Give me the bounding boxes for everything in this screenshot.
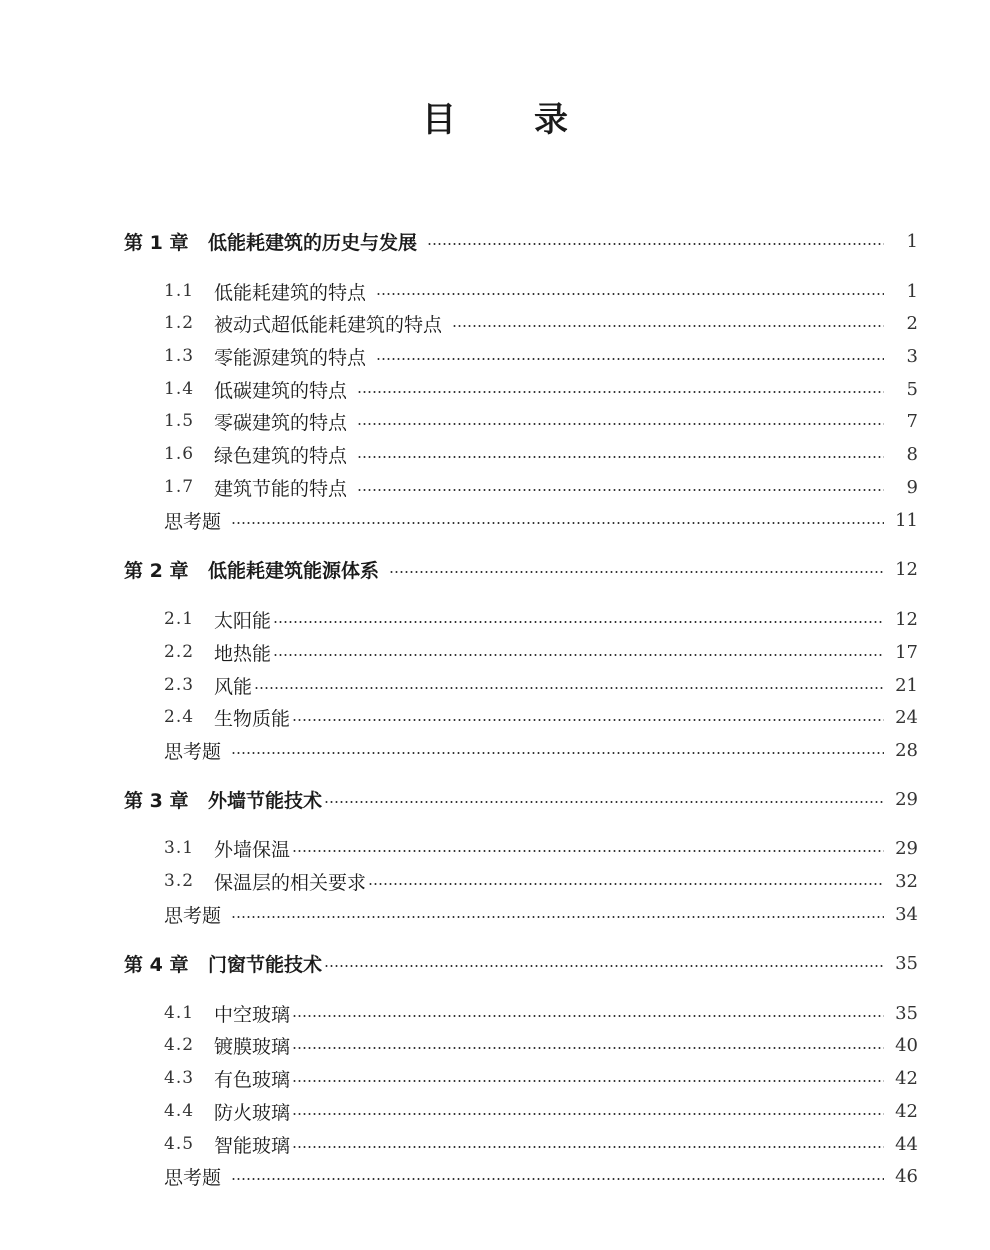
dot-leader	[231, 916, 884, 918]
toc-entry-number: 4.4	[164, 1101, 195, 1121]
toc-entry-title: 思考题	[164, 1166, 222, 1189]
dot-leader	[292, 1015, 884, 1017]
toc-entry-title: 太阳能	[214, 609, 272, 632]
dot-leader	[389, 571, 884, 573]
dot-leader	[254, 687, 884, 689]
title-char-1: 目	[422, 100, 456, 140]
toc-entry-title: 生物质能	[214, 707, 291, 730]
toc-entry-title: 思考题	[164, 904, 222, 927]
dot-leader	[231, 752, 884, 754]
dot-leader	[292, 850, 884, 852]
toc-entry-number: 第 1 章	[124, 231, 189, 254]
toc-chapter-row[interactable]	[0, 783, 990, 815]
toc-entry-title: 风能	[214, 675, 253, 698]
toc-section-row[interactable]	[0, 438, 990, 470]
toc-exercise-row[interactable]	[0, 734, 990, 766]
toc-entry-number: 1.6	[164, 444, 195, 464]
toc-entry-title: 镀膜玻璃	[214, 1035, 291, 1058]
toc-page-number: 3	[906, 345, 918, 367]
toc-section-row[interactable]	[0, 1029, 990, 1061]
dot-leader	[357, 489, 884, 491]
toc-page-number: 34	[895, 903, 918, 925]
toc-entry-title: 外墙节能技术	[208, 789, 323, 812]
dot-leader	[427, 243, 884, 245]
toc-section-row[interactable]	[0, 701, 990, 733]
toc-entry-number: 第 3 章	[124, 789, 189, 812]
toc-page-number: 29	[895, 837, 918, 859]
toc-entry-title: 绿色建筑的特点	[214, 444, 348, 467]
toc-entry-title: 零碳建筑的特点	[214, 411, 348, 434]
toc-page-number: 40	[895, 1034, 918, 1056]
toc-entry-number: 3.2	[164, 871, 195, 891]
toc-entry-number: 1.3	[164, 346, 195, 366]
dot-leader	[273, 654, 884, 656]
toc-page-number: 21	[895, 674, 918, 696]
toc-page-number: 35	[895, 1002, 918, 1024]
toc-entry-number: 1.2	[164, 313, 195, 333]
toc-section-row[interactable]	[0, 865, 990, 897]
toc-chapter-row[interactable]	[0, 225, 990, 257]
toc-section-row[interactable]	[0, 340, 990, 372]
toc-entry-title: 有色玻璃	[214, 1068, 291, 1091]
toc-section-row[interactable]	[0, 997, 990, 1029]
toc-page-number: 46	[895, 1165, 918, 1187]
toc-section-row[interactable]	[0, 405, 990, 437]
toc-section-row[interactable]	[0, 1062, 990, 1094]
toc-entry-number: 4.3	[164, 1068, 195, 1088]
toc-entry-number: 4.5	[164, 1134, 195, 1154]
toc-entry-title: 低碳建筑的特点	[214, 379, 348, 402]
toc-page-number: 9	[906, 476, 918, 498]
toc-page-number: 8	[906, 443, 918, 465]
toc-page-number: 44	[895, 1133, 918, 1155]
toc-section-row[interactable]	[0, 1095, 990, 1127]
dot-leader	[368, 883, 884, 885]
toc-entry-title: 门窗节能技术	[208, 953, 323, 976]
toc-page-number: 32	[895, 870, 918, 892]
toc-entry-number: 1.7	[164, 477, 195, 497]
toc-entry-title: 外墙保温	[214, 838, 291, 861]
toc-page-number: 1	[906, 280, 918, 302]
toc-page-number: 7	[906, 410, 918, 432]
toc-section-row[interactable]	[0, 307, 990, 339]
toc-entry-title: 中空玻璃	[214, 1003, 291, 1026]
toc-entry-title: 建筑节能的特点	[214, 477, 348, 500]
toc-page-number: 42	[895, 1100, 918, 1122]
toc-chapter-row[interactable]	[0, 947, 990, 979]
toc-page-number: 29	[895, 788, 918, 810]
dot-leader	[292, 1080, 884, 1082]
toc-section-row[interactable]	[0, 669, 990, 701]
toc-entry-number: 第 4 章	[124, 953, 189, 976]
toc-entry-title: 地热能	[214, 642, 272, 665]
toc-page-number: 35	[895, 952, 918, 974]
toc-exercise-row[interactable]	[0, 504, 990, 536]
toc-entry-title: 思考题	[164, 740, 222, 763]
toc-section-row[interactable]	[0, 275, 990, 307]
toc-entry-title: 保温层的相关要求	[214, 871, 367, 894]
toc-section-row[interactable]	[0, 373, 990, 405]
toc-entry-title: 被动式超低能耗建筑的特点	[214, 313, 443, 336]
dot-leader	[292, 1113, 884, 1115]
toc-entry-number: 4.2	[164, 1035, 195, 1055]
toc-entry-number: 1.4	[164, 379, 195, 399]
toc-entry-number: 1.1	[164, 281, 195, 301]
toc-entry-number: 2.3	[164, 675, 195, 695]
toc-entry-title: 低能耗建筑的历史与发展	[208, 231, 418, 254]
toc-page-number: 11	[895, 509, 918, 531]
dot-leader	[292, 1047, 884, 1049]
dot-leader	[357, 423, 884, 425]
toc-page-number: 24	[895, 706, 918, 728]
dot-leader	[376, 358, 884, 360]
dot-leader	[273, 621, 884, 623]
toc-section-row[interactable]	[0, 1128, 990, 1160]
dot-leader	[452, 325, 884, 327]
dot-leader	[357, 391, 884, 393]
dot-leader	[292, 719, 884, 721]
toc-exercise-row[interactable]	[0, 1160, 990, 1192]
dot-leader	[357, 456, 884, 458]
toc-entry-number: 4.1	[164, 1003, 195, 1023]
toc-entry-title: 零能源建筑的特点	[214, 346, 367, 369]
toc-page-number: 5	[906, 378, 918, 400]
dot-leader	[231, 1178, 884, 1180]
toc-entry-number: 1.5	[164, 411, 195, 431]
toc-exercise-row[interactable]	[0, 898, 990, 930]
toc-chapter-row[interactable]	[0, 553, 990, 585]
dot-leader	[231, 522, 884, 524]
toc-entry-title: 思考题	[164, 510, 222, 533]
dot-leader	[376, 293, 884, 295]
toc-page-number: 1	[906, 230, 918, 252]
toc-entry-number: 2.2	[164, 642, 195, 662]
toc-entry-title: 智能玻璃	[214, 1134, 291, 1157]
dot-leader	[292, 1146, 884, 1148]
toc-entry-number: 第 2 章	[124, 559, 189, 582]
toc-page-number: 12	[895, 558, 918, 580]
toc-entry-number: 2.4	[164, 707, 195, 727]
title-char-2: 录	[534, 100, 568, 140]
toc-section-row[interactable]	[0, 636, 990, 668]
toc-page-number: 28	[895, 739, 918, 761]
dot-leader	[324, 965, 884, 967]
toc-page-number: 42	[895, 1067, 918, 1089]
toc-page-number: 2	[906, 312, 918, 334]
toc-entry-title: 低能耗建筑能源体系	[208, 559, 380, 582]
toc-page-number: 12	[895, 608, 918, 630]
toc-entry-title: 防火玻璃	[214, 1101, 291, 1124]
dot-leader	[324, 801, 884, 803]
toc-entry-title: 低能耗建筑的特点	[214, 281, 367, 304]
toc-entry-number: 2.1	[164, 609, 195, 629]
toc-section-row[interactable]	[0, 832, 990, 864]
toc-section-row[interactable]	[0, 603, 990, 635]
toc-entry-number: 3.1	[164, 838, 195, 858]
toc-section-row[interactable]	[0, 471, 990, 503]
toc-page-number: 17	[895, 641, 918, 663]
